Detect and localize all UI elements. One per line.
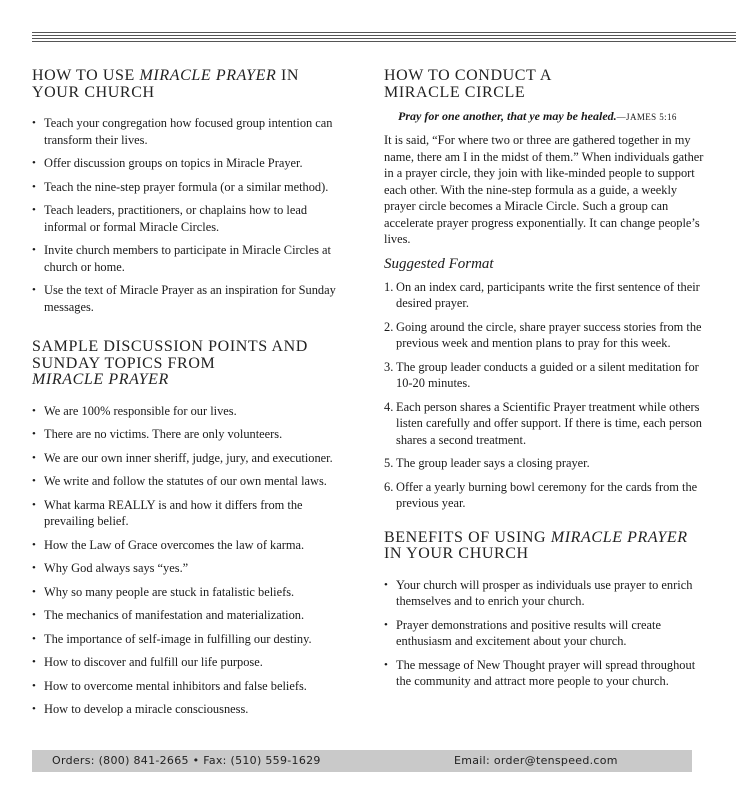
title-part-italic: MIRACLE PRAYER [550,528,688,546]
benefits-list [384,577,704,690]
scripture-verse [398,109,704,124]
verse-text: Pray for one another, that ye may be healed. [398,109,617,123]
title-part: HOW TO USE [32,67,140,84]
format-steps-list [384,279,704,512]
step-text: The group leader conducts a guided or a silent meditation for 10-20 minutes. [396,359,699,390]
orders-contact: Orders: (800) 841-2665 • Fax: (510) 559-1629 [52,754,321,767]
step-number: 2. [384,319,394,334]
list-item: • Teach leaders, practitioners, or chaplains how to lead informal or formal Miracle Circles. [32,202,344,235]
list-item: • How to discover and fulfill our life purpose. [32,654,344,671]
list-item: • The mechanics of manifestation and materialization. [32,607,344,624]
list-item: • Invite church members to participate in Miracle Circles at church or home. [32,242,344,275]
verse-reference: —JAMES 5:16 [616,112,677,122]
list-item: • We write and follow the statutes of our own mental laws. [32,473,344,490]
step-text: Each person shares a Scientific Prayer treatment while others listen carefully and offer support. If there is time, each person shares a second treatment. [396,399,702,447]
email-contact: Email: order@tenspeed.com [454,754,618,767]
step-text: Offer a yearly burning bowl ceremony for the cards from the previous year. [396,479,698,510]
list-item: • Offer discussion groups on topics in Miracle Prayer. [32,155,344,172]
list-item: • The message of New Thought prayer will spread throughout the community and attract more people to your church. [384,657,704,690]
step-number: 3. [384,359,394,374]
step-item [384,455,704,472]
section-title-how-to-use [32,68,344,101]
list-item: • There are no victims. There are only volunteers. [32,426,344,443]
list-item: • How the Law of Grace overcomes the law of karma. [32,537,344,554]
list-item: • Teach the nine-step prayer formula (or a similar method). [32,179,344,196]
list-item: • What karma REALLY is and how it differs from the prevailing belief. [32,497,344,530]
left-column [32,68,344,725]
list-item: • We are our own inner sheriff, judge, jury, and executioner. [32,450,344,467]
step-item [384,359,704,392]
suggested-format-heading: Suggested Format [384,255,494,272]
title-part: BENEFITS OF USING [384,528,551,546]
step-number: 1. [384,279,394,294]
title-part: IN YOUR CHURCH [32,67,300,101]
right-column [384,68,704,697]
title-part: IN YOUR CHURCH [384,545,529,562]
list-item: • Why God always says “yes.” [32,560,344,577]
list-item: • Why so many people are stuck in fatalistic beliefs. [32,584,344,601]
list-item: • Prayer demonstrations and positive results will create enthusiasm and excitement about your church. [384,617,704,650]
step-text: The group leader says a closing prayer. [396,456,590,470]
list-item: • Teach your congregation how focused group intention can transform their lives. [32,115,344,148]
title-part-italic: MIRACLE PRAYER [32,371,169,388]
section-title-conduct-circle: HOW TO CONDUCT A MIRACLE CIRCLE [384,67,552,101]
footer-bar [32,750,692,772]
step-item [384,279,704,312]
title-part-italic: MIRACLE PRAYER [139,67,277,84]
step-item [384,319,704,352]
step-text: On an index card, participants write the first sentence of their desired prayer. [396,279,700,310]
header-rules [32,32,736,44]
step-item [384,399,704,449]
how-to-use-list [32,115,344,315]
list-item: • We are 100% responsible for our lives. [32,403,344,420]
list-item: • Your church will prosper as individuals use prayer to enrich themselves and to enrich your church. [384,577,704,610]
list-item: • How to overcome mental inhibitors and false beliefs. [32,678,344,695]
title-part: SAMPLE DISCUSSION POINTS AND SUNDAY TOPICS FROM [32,338,308,372]
list-item: • Use the text of Miracle Prayer as an inspiration for Sunday messages. [32,282,344,315]
intro-paragraph: It is said, “For where two or three are gathered together in my name, there am I in the midst of them.” When individuals gather in a prayer circle, they join with like-minded people to support each other. With the nine-step formula as a guide, a weekly prayer circle becomes a Miracle Circle. Such a group can accelerate prayer progress exponentially. It can change people’s lives. [384,133,704,246]
step-item [384,479,704,512]
step-text: Going around the circle, share prayer success stories from the previous week and mention plans to pray for this week. [396,319,702,350]
step-number: 4. [384,399,394,414]
list-item: • The importance of self-image in fulfilling our destiny. [32,631,344,648]
discussion-points-list [32,403,344,718]
list-item: • How to develop a miracle consciousness. [32,701,344,718]
section-title-discussion-points [32,339,344,389]
step-number: 5. [384,456,394,470]
section-title-benefits [384,530,704,563]
step-number: 6. [384,479,394,494]
